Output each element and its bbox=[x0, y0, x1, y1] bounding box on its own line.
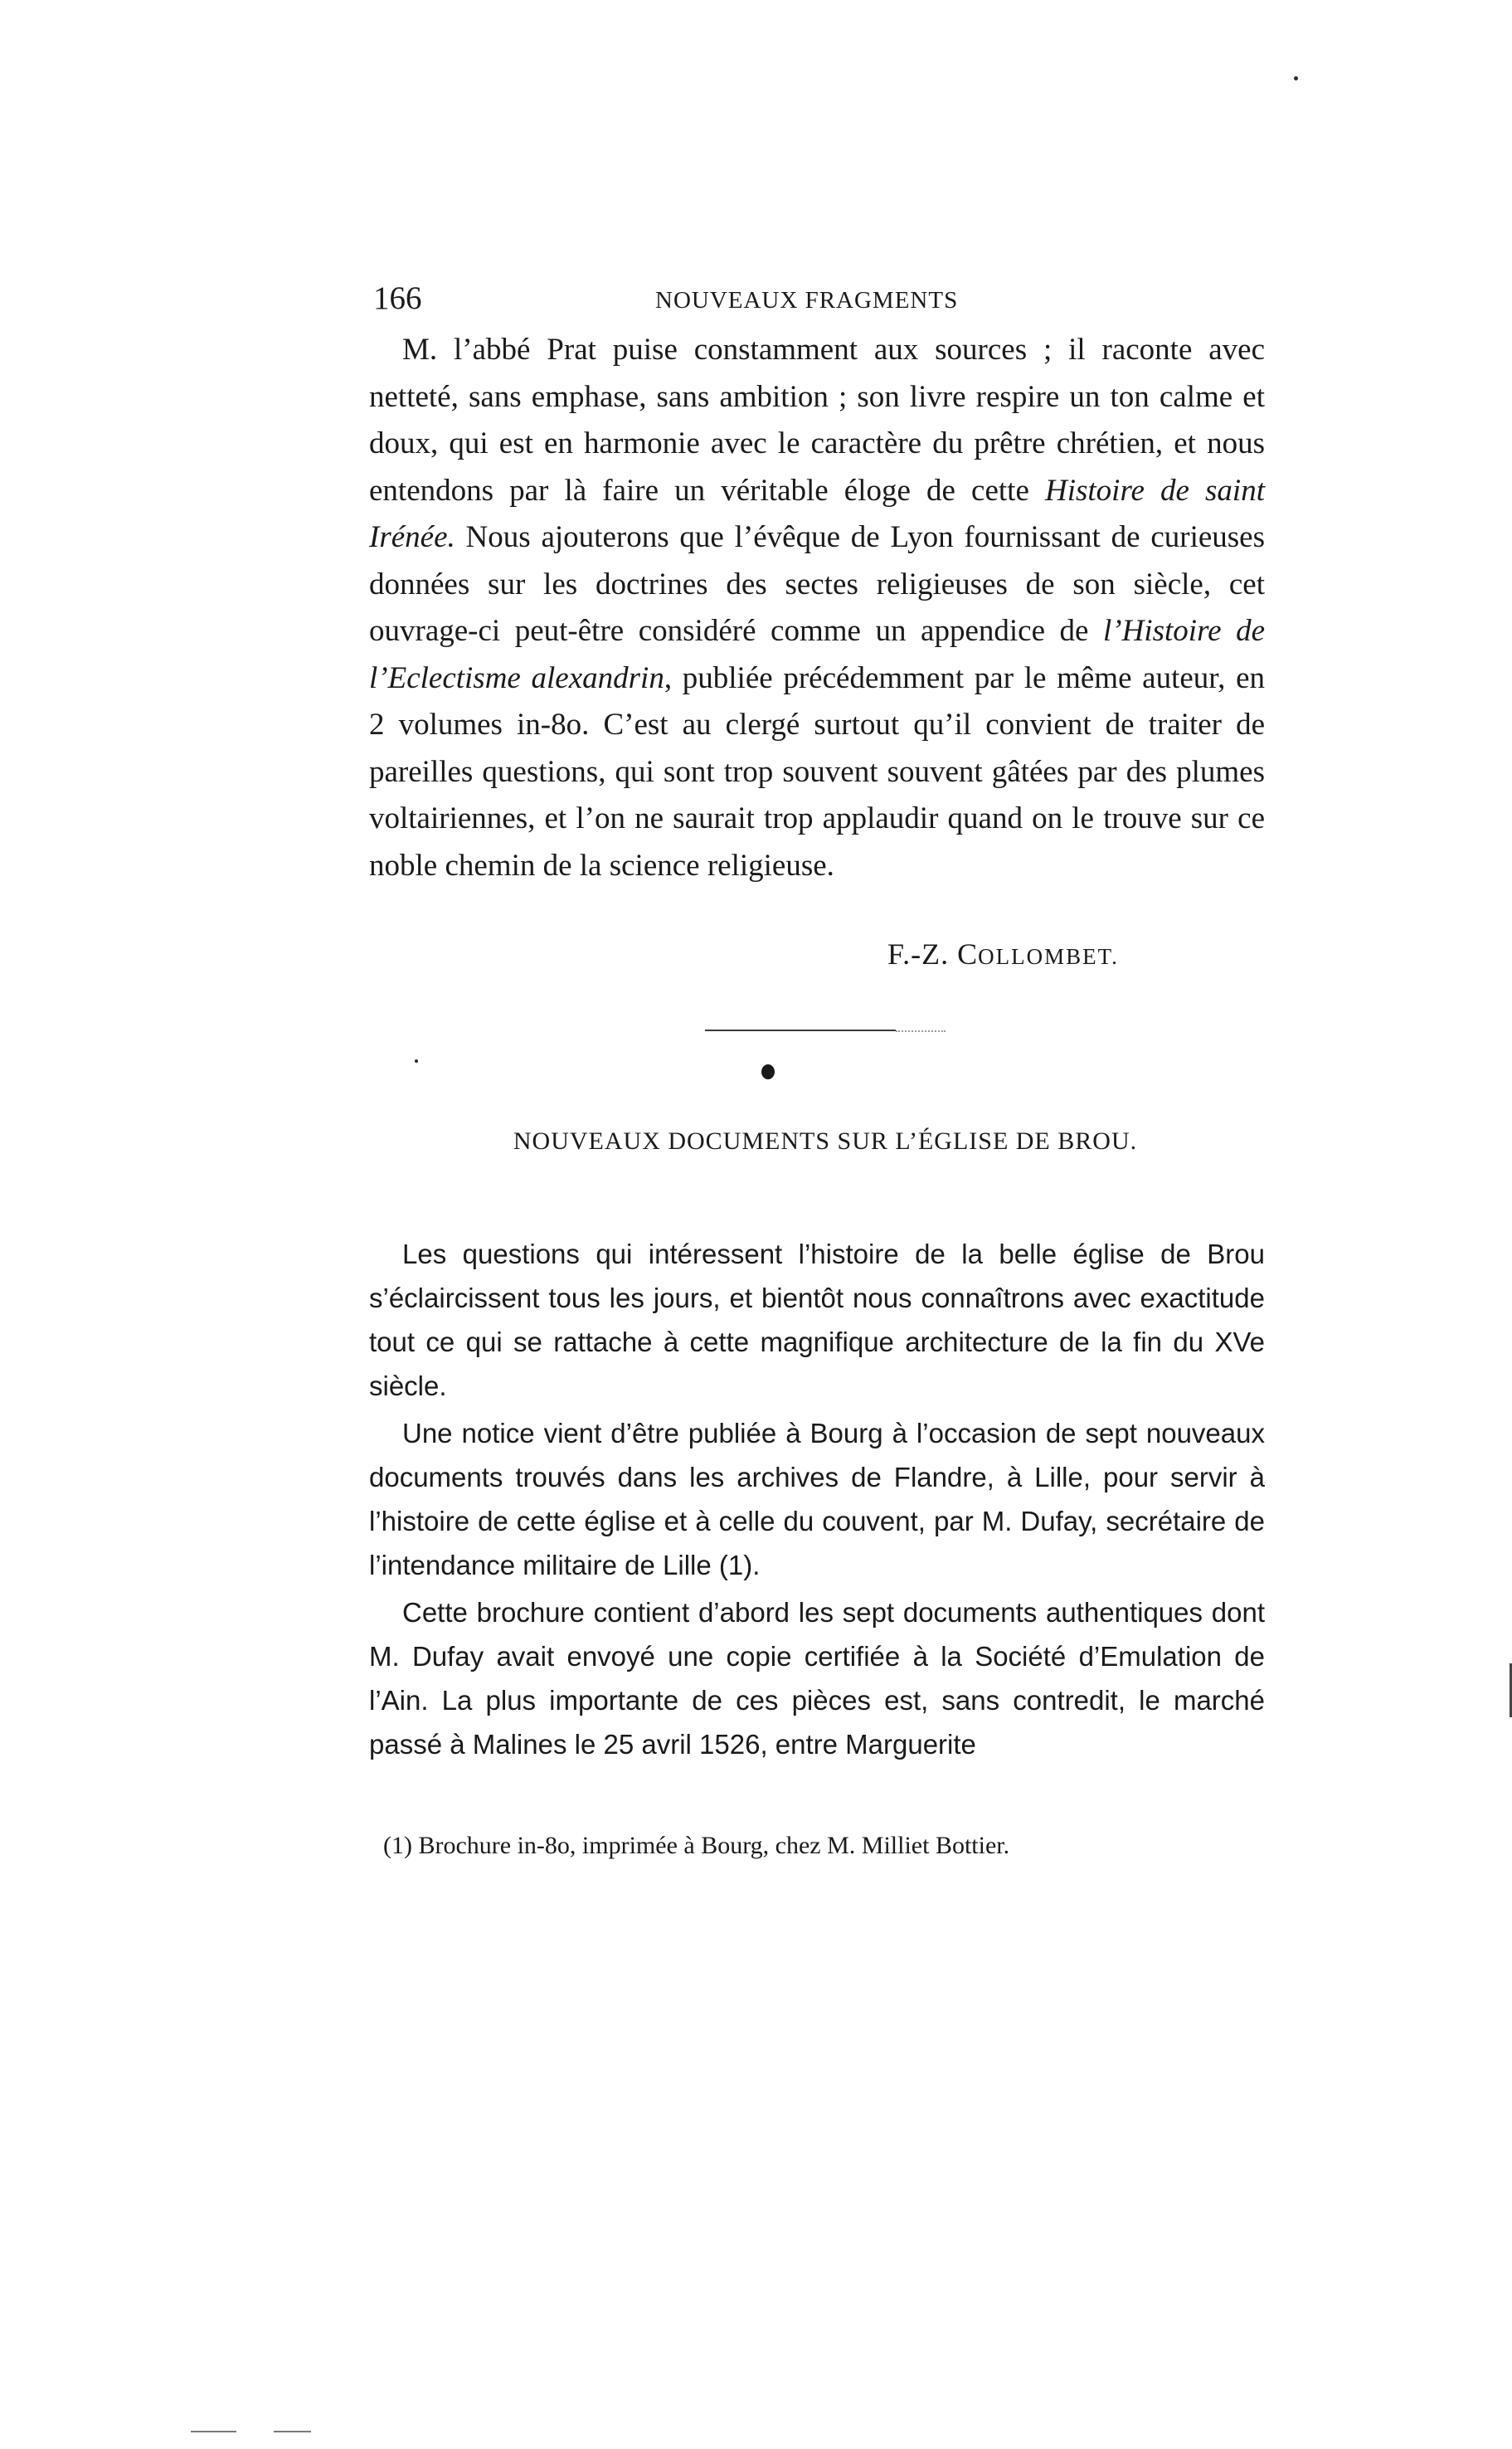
review-text-part-3: , publiée précédemment par le même auteur, en 2 volumes in-8o. C’est au clergé surtout qu’il convient de traiter de pareilles questions, qui sont trop souvent souvent gâtées par des plumes voltairiennes, et l’on ne saurait trop applaudir quand on le trouve sur ce noble chemin de la science religieuse. bbox=[369, 660, 1266, 883]
brou-paragraph-1: Les questions qui intéressent l’histoire de la belle église de Brou s’éclaircissent tous les jours, et bientôt nous connaîtrons avec exactitude tout ce qui se rattache à cette magnifique architecture de la fin du XVe siècle. bbox=[369, 1239, 1265, 1401]
page-number: 166 bbox=[373, 280, 422, 316]
brou-paragraph-2: Une notice vient d’être publiée à Bourg à l’occasion de sept nouveaux documents trouvés dans les archives de Flandre, à Lille, pour servir à l’histoire de cette église et à celle du couvent, par M. Dufay, secrétaire de l’intendance militaire de Lille (1). bbox=[369, 1418, 1265, 1580]
article-brou bbox=[369, 1232, 1265, 1770]
scan-speck bbox=[1294, 76, 1298, 80]
section-title: NOUVEAUX DOCUMENTS SUR L’ÉGLISE DE BROU. bbox=[513, 1127, 1138, 1155]
article-prat-review bbox=[369, 327, 1265, 889]
book-title-eclectisme: l’Histoire de l’Eclectisme alexandrin bbox=[369, 614, 1265, 695]
page-header bbox=[373, 278, 1269, 319]
signature-surname: OLLOMBET. bbox=[978, 944, 1119, 969]
signature-initials: F.-Z. C bbox=[887, 937, 979, 971]
section-divider-rule bbox=[705, 1030, 896, 1031]
ornament-dot-icon bbox=[761, 1064, 775, 1079]
scan-speck bbox=[415, 1059, 418, 1063]
book-title-irenee: Histoire de saint Irénée. bbox=[369, 473, 1265, 554]
footnote: (1) Brochure in-8o, imprimée à Bourg, chez M. Milliet Bottier. bbox=[383, 1832, 1010, 1859]
review-paragraph bbox=[369, 327, 1265, 889]
section-divider-tail bbox=[896, 1030, 946, 1032]
scan-bottom-mark bbox=[274, 2431, 311, 2432]
author-signature bbox=[887, 931, 1119, 980]
brou-paragraph-3: Cette brochure contient d’abord les sept documents authentiques dont M. Dufay avait envoyé une copie certifiée à la Société d’Emulation de l’Ain. La plus importante de ces pièces est, sans contredit, le marché passé à Malines le 25 avril 1526, entre Marguerite bbox=[369, 1597, 1265, 1760]
running-head: NOUVEAUX FRAGMENTS bbox=[655, 287, 959, 314]
scan-bottom-mark bbox=[191, 2431, 236, 2432]
review-text-part-1: M. l’abbé Prat puise constamment aux sources ; il raconte avec netteté, sans emphase, sans ambition ; son livre respire un ton calme et doux, qui est en harmonie avec le caractère du prêtre chrétien, et nous entendons par là faire un véritable éloge de cette bbox=[369, 333, 1265, 508]
review-text-part-2: Nous ajouterons que l’évêque de Lyon fournissant de curieuses données sur les doctrines des sectes religieuses de son siècle, cet ouvrage-ci peut-être considéré comme un appendice de bbox=[369, 520, 1265, 648]
